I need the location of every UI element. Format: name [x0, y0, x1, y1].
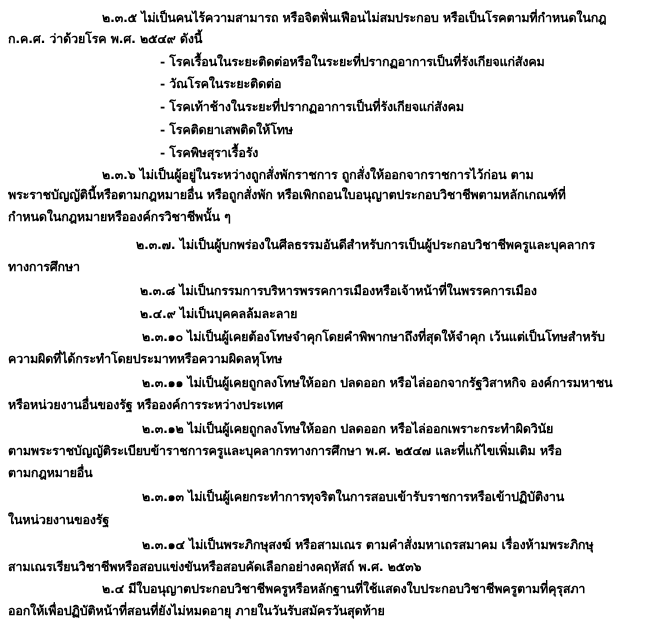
- doc-line-clause-2-3-11-cont: หรือหน่วยงานอื่นของรัฐ หรือองค์การระหว่างประเทศ: [8, 397, 283, 412]
- doc-line-clause-2-3-5: ๒.๓.๕ ไม่เป็นคนไร้ความสามารถ หรือจิตฟั่นเฟือนไม่สมประกอบ หรือเป็นโรคตามที่กำหนดในกฎ: [102, 10, 607, 25]
- doc-line-clause-2-3-6-cont2: กำหนดในกฎหมายหรือองค์กรวิชาชีพนั้น ๆ: [8, 209, 231, 224]
- doc-line-clause-2-3-12-cont2: ตามกฎหมายอื่น: [8, 465, 93, 480]
- doc-line-disease-tuberculosis: - วัณโรคในระยะติดต่อ: [160, 76, 282, 91]
- doc-line-clause-2-4-9: ๒.๔.๙ ไม่เป็นบุคคลล้มละลาย: [140, 306, 298, 321]
- doc-line-disease-alcoholism: - โรคพิษสุราเรื้อรัง: [160, 145, 259, 160]
- doc-line-clause-2-3-14-cont: สามเณรเรียนวิชาชีพหรือสอบแข่งขันหรือสอบคัดเลือกอย่างคฤหัสถ์ พ.ศ. ๒๕๓๖: [8, 559, 422, 574]
- doc-line-clause-2-3-11: ๒.๓.๑๑ ไม่เป็นผู้เคยถูกลงโทษให้ออก ปลดออก หรือไล่ออกจากรัฐวิสาหกิจ องค์การมหาชน: [142, 375, 613, 390]
- doc-line-disease-elephantiasis: - โรคเท้าช้างในระยะที่ปรากฏอาการเป็นที่รังเกียจแก่สังคม: [160, 99, 464, 114]
- doc-line-clause-2-3-6-cont1: พระราชบัญญัตินี้หรือตามกฎหมายอื่น หรือถูกสั่งพัก หรือเพิกถอนใบอนุญาตประกอบวิชาชีพตามหลักเกณฑ์ที่: [8, 187, 566, 202]
- doc-line-clause-2-3-8: ๒.๓.๘ ไม่เป็นกรรมการบริหารพรรคการเมืองหรือเจ้าหน้าที่ในพรรคการเมือง: [140, 283, 537, 298]
- doc-line-clause-2-3-10: ๒.๓.๑๐ ไม่เป็นผู้เคยต้องโทษจำคุกโดยคำพิพากษาถึงที่สุดให้จำคุก เว้นแต่เป็นโทษสำหรับ: [142, 329, 605, 344]
- doc-line-clause-2-3-13-cont: ในหน่วยงานของรัฐ: [8, 512, 110, 527]
- doc-line-clause-2-3-10-cont: ความผิดที่ได้กระทำโดยประมาทหรือความผิดลหุโทษ: [8, 351, 283, 366]
- doc-line-clause-2-3-6: ๒.๓.๖ ไม่เป็นผู้อยู่ในระหว่างถูกสั่งพักราชการ ถูกสั่งให้ออกจากราชการไว้ก่อน ตาม: [102, 167, 534, 182]
- doc-line-clause-2-3-7: ๒.๓.๗. ไม่เป็นผู้บกพร่องในศีลธรรมอันดีสำหรับการเป็นผู้ประกอบวิชาชีพครูและบุคลากร: [136, 237, 596, 252]
- doc-line-clause-2-3-12-cont1: ตามพระราชบัญญัติระเบียบข้าราชการครูและบุคลากรทางการศึกษา พ.ศ. ๒๕๔๗ และที่แก้ไขเพิ่มเติม หรือ: [8, 443, 562, 458]
- doc-line-clause-2-4-cont: ออกให้เพื่อปฏิบัติหน้าที่สอนที่ยังไม่หมดอายุ ภายในวันรับสมัครวันสุดท้าย: [8, 603, 385, 618]
- doc-line-clause-2-3-14: ๒.๓.๑๔ ไม่เป็นพระภิกษุสงฆ์ หรือสามเณร ตามคำสั่งมหาเถรสมาคม เรื่องห้ามพระภิกษุ: [142, 537, 594, 552]
- doc-line-disease-leprosy: - โรคเรื้อนในระยะติดต่อหรือในระยะที่ปรากฏอาการเป็นที่รังเกียจแก่สังคม: [160, 54, 545, 69]
- doc-line-clause-2-3-12: ๒.๓.๑๒ ไม่เป็นผู้เคยถูกลงโทษให้ออก ปลดออก หรือไล่ออกเพราะกระทำผิดวินัย: [142, 421, 554, 436]
- doc-line-clause-2-3-13: ๒.๓.๑๓ ไม่เป็นผู้เคยกระทำการทุจริตในการสอบเข้ารับราชการหรือเข้าปฏิบัติงาน: [142, 489, 565, 504]
- doc-line-clause-2-4: ๒.๔ มีใบอนุญาตประกอบวิชาชีพครูหรือหลักฐานที่ใช้แสดงใบประกอบวิชาชีพครูตามที่คุรุสภา: [102, 581, 586, 596]
- doc-line-clause-2-3-7-cont: ทางการศึกษา: [8, 259, 80, 274]
- doc-line-disease-drug-addiction: - โรคติดยาเสพติดให้โทษ: [160, 122, 293, 137]
- doc-line-clause-2-3-5-cont: ก.ค.ศ. ว่าด้วยโรค พ.ศ. ๒๕๔๙ ดังนี้: [8, 31, 203, 46]
